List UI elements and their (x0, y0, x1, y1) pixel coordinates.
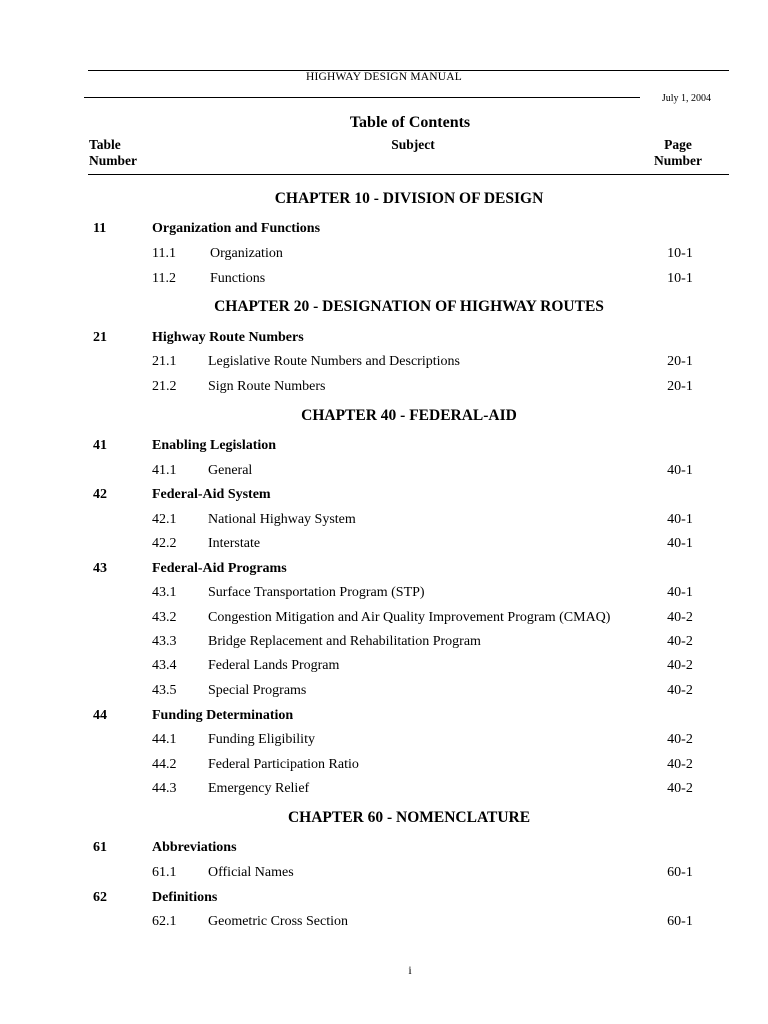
header-bottom-rule (84, 97, 640, 98)
toc-entry-row (0, 270, 768, 288)
entry-page: 10-1 (667, 246, 693, 261)
entry-number: 11.2 (152, 271, 176, 286)
toc-section-row (0, 707, 768, 725)
entry-page: 40-1 (667, 585, 693, 600)
toc-entry-row (0, 633, 768, 651)
entry-number: 11.1 (152, 246, 176, 261)
page-number-footer: i (408, 963, 412, 977)
section-number: 41 (93, 438, 107, 453)
toc-section-row (0, 560, 768, 578)
chapter-heading: CHAPTER 20 - DESIGNATION OF HIGHWAY ROUTES (214, 298, 604, 315)
toc-entry-row (0, 584, 768, 602)
section-number: 62 (93, 890, 107, 905)
toc-entry-row (0, 780, 768, 798)
entry-title: Congestion Mitigation and Air Quality Improvement Program (CMAQ) (208, 610, 611, 625)
entry-title: National Highway System (208, 512, 356, 527)
entry-title: Emergency Relief (208, 781, 310, 796)
section-number: 44 (93, 708, 107, 723)
entry-page: 60-1 (667, 865, 693, 880)
toc-entry-row (0, 511, 768, 529)
section-number: 21 (93, 330, 107, 345)
entry-page: 40-2 (667, 610, 693, 625)
entry-title: Functions (210, 271, 266, 286)
entry-title: Federal Participation Ratio (208, 757, 359, 772)
manual-title: HIGHWAY DESIGN MANUAL (305, 71, 463, 83)
column-header-table-line2: Number (89, 153, 137, 168)
entry-number: 61.1 (152, 865, 177, 880)
toc-entry-row (0, 245, 768, 263)
entry-number: 62.1 (152, 914, 177, 929)
entry-title: Legislative Route Numbers and Descriptions (208, 354, 460, 369)
column-header-table-line1: Table (89, 137, 121, 152)
section-number: 11 (93, 221, 107, 236)
entry-title: Organization (210, 246, 283, 261)
entry-page: 40-1 (667, 536, 693, 551)
entry-number: 44.2 (152, 757, 177, 772)
section-title: Funding Determination (152, 708, 294, 723)
toc-section-row (0, 220, 768, 238)
toc-section-row (0, 839, 768, 857)
toc-section-row (0, 889, 768, 907)
entry-number: 42.2 (152, 536, 177, 551)
chapter-heading: CHAPTER 40 - FEDERAL-AID (301, 407, 517, 424)
header-date: July 1, 2004 (661, 93, 711, 104)
entry-page: 20-1 (667, 354, 693, 369)
entry-number: 44.3 (152, 781, 177, 796)
entry-number: 43.4 (152, 658, 177, 673)
entry-page: 20-1 (667, 379, 693, 394)
entry-title: Special Programs (208, 683, 307, 698)
toc-entry-row (0, 864, 768, 882)
toc-title: Table of Contents (349, 114, 471, 131)
section-title: Organization and Functions (152, 221, 321, 236)
toc-entry-row (0, 657, 768, 675)
toc-entry-row (0, 535, 768, 553)
column-header-subject: Subject (391, 137, 435, 152)
toc-entry-row (0, 462, 768, 480)
entry-page: 40-2 (667, 658, 693, 673)
column-header-page-line1: Page (664, 137, 692, 152)
column-header-page-number (650, 137, 706, 169)
entry-number: 42.1 (152, 512, 177, 527)
entry-number: 44.1 (152, 732, 177, 747)
entry-number: 43.2 (152, 610, 177, 625)
toc-entry-row (0, 353, 768, 371)
toc-entry-row (0, 378, 768, 396)
entry-title: Interstate (208, 536, 261, 551)
toc-entry-row (0, 913, 768, 931)
entry-title: Sign Route Numbers (208, 379, 326, 394)
entry-number: 21.2 (152, 379, 177, 394)
entry-number: 21.1 (152, 354, 177, 369)
section-number: 43 (93, 561, 107, 576)
toc-section-row (0, 486, 768, 504)
toc-section-row (0, 329, 768, 347)
toc-entry-row (0, 609, 768, 627)
entry-title: Official Names (208, 865, 294, 880)
entry-page: 40-2 (667, 732, 693, 747)
column-header-rule (88, 174, 729, 175)
entry-number: 41.1 (152, 463, 177, 478)
entry-title: Bridge Replacement and Rehabilitation Program (208, 634, 481, 649)
column-header-page-line2: Number (654, 153, 702, 168)
section-title: Enabling Legislation (152, 438, 277, 453)
entry-page: 40-2 (667, 781, 693, 796)
entry-page: 40-1 (667, 512, 693, 527)
chapter-heading: CHAPTER 60 - NOMENCLATURE (287, 809, 531, 826)
section-title: Federal-Aid Programs (152, 561, 287, 576)
entry-page: 40-2 (667, 757, 693, 772)
entry-page: 40-2 (667, 634, 693, 649)
section-title: Definitions (152, 890, 218, 905)
section-title: Federal-Aid System (152, 487, 271, 502)
entry-number: 43.3 (152, 634, 177, 649)
section-number: 42 (93, 487, 107, 502)
entry-title: Geometric Cross Section (208, 914, 348, 929)
entry-title: General (208, 463, 253, 478)
entry-title: Surface Transportation Program (STP) (208, 585, 425, 600)
toc-entry-row (0, 731, 768, 749)
entry-page: 40-2 (667, 683, 693, 698)
entry-title: Federal Lands Program (208, 658, 340, 673)
entry-title: Funding Eligibility (208, 732, 315, 747)
entry-page: 10-1 (667, 271, 693, 286)
chapter-heading: CHAPTER 10 - DIVISION OF DESIGN (274, 190, 544, 207)
section-number: 61 (93, 840, 107, 855)
section-title: Highway Route Numbers (152, 330, 304, 345)
entry-page: 60-1 (667, 914, 693, 929)
toc-entry-row (0, 756, 768, 774)
section-title: Abbreviations (152, 840, 237, 855)
toc-section-row (0, 437, 768, 455)
entry-number: 43.5 (152, 683, 177, 698)
toc-entry-row (0, 682, 768, 700)
entry-number: 43.1 (152, 585, 177, 600)
entry-page: 40-1 (667, 463, 693, 478)
